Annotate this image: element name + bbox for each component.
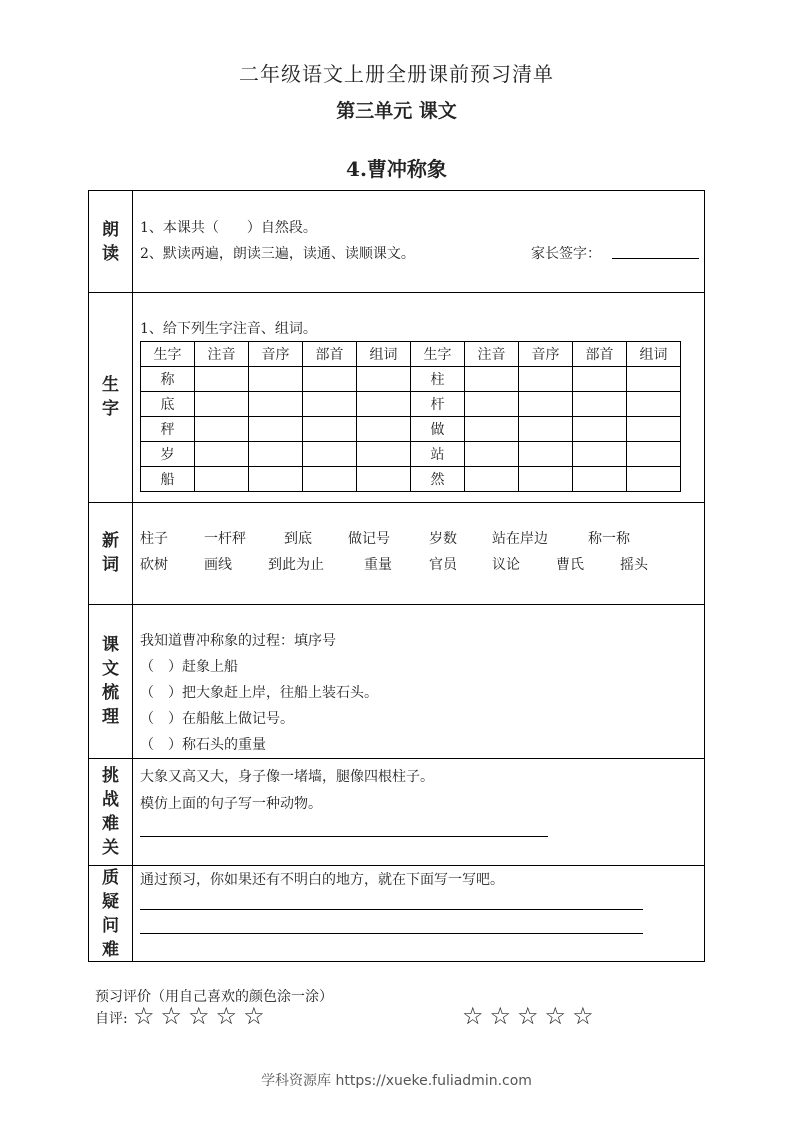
new-word: 柱子 [140,531,168,547]
reading-line-2: 2、默读两遍，朗读三遍，读通、读顺课文。 [140,246,415,262]
new-word: 站在岸边 [492,531,548,547]
signature-label: 家长签字： [531,246,601,262]
row-divider [89,865,704,866]
row-divider [89,292,704,293]
document-title: 二年级语文上册全册课前预习清单 [239,62,554,86]
section-label-characters: 生 字 [102,375,119,419]
new-word: 摇头 [620,557,648,573]
unit-title: 第三单元 课文 [336,100,457,122]
row-divider [89,502,704,503]
challenge-prompt: 模仿上面的句子写一种动物。 [140,796,322,812]
structure-item[interactable]: （ ）赶象上船 [140,659,238,675]
character-table [140,341,681,492]
questions-prompt: 通过预习，你如果还有不明白的地方，就在下面写一写吧。 [140,872,504,888]
table-header-row: 生字 注音 音序 部首 组词 生字 注音 音序 部首 组词 [141,342,681,367]
characters-instruction: 1、给下列生字注音、组词。 [140,321,317,337]
star-rating-right[interactable]: ☆☆☆☆☆ [462,1002,600,1030]
label-column-divider [132,191,133,961]
new-word: 一杆秤 [204,531,246,547]
section-label-reading: 朗 读 [102,219,119,264]
new-word: 画线 [204,557,232,573]
structure-item[interactable]: （ ）把大象赶上岸，往船上装石头。 [140,685,378,701]
answer-line[interactable] [140,933,643,934]
section-label-challenge: 挑 战 难 关 [102,765,119,858]
new-word: 重量 [364,557,392,573]
answer-line[interactable] [140,836,548,837]
evaluation-title: 预习评价（用自己喜欢的颜色涂一涂） [95,989,333,1005]
section-label-new-words: 新 词 [102,531,119,575]
table-row: 底 杆 [141,392,681,417]
self-evaluation-label: 自评: [95,1011,128,1027]
new-word: 砍树 [140,557,168,573]
row-divider [89,758,704,759]
new-word: 官员 [429,557,457,573]
structure-intro: 我知道曹冲称象的过程：填序号 [140,633,336,649]
star-rating-left[interactable]: ☆☆☆☆☆ [133,1002,271,1030]
table-row: 称 柱 [141,367,681,392]
answer-line[interactable] [140,909,643,910]
new-word: 称一称 [588,531,630,547]
section-label-questions: 质 疑 问 难 [102,868,119,960]
signature-field[interactable] [612,258,699,259]
structure-item[interactable]: （ ）称石头的重量 [140,737,266,753]
worksheet-table [88,190,705,962]
new-word: 曹氏 [556,557,584,573]
section-label-structure: 课 文 梳 理 [102,635,119,727]
footer-source: 学科资源库 https://xueke.fuliadmin.com [261,1073,532,1089]
table-row: 岁 站 [141,442,681,467]
new-word: 到底 [284,531,312,547]
row-divider [89,604,704,605]
new-word: 议论 [492,557,520,573]
table-row: 船 然 [141,467,681,492]
table-row: 秤 做 [141,417,681,442]
new-word: 做记号 [348,531,390,547]
new-word: 岁数 [429,531,457,547]
lesson-title: 4.曹冲称象 [346,157,447,181]
structure-item[interactable]: （ ）在船舷上做记号。 [140,711,294,727]
reading-line-1: 1、本课共（ ）自然段。 [140,220,317,236]
new-word: 到此为止 [268,557,324,573]
challenge-example: 大象又高又大，身子像一堵墙，腿像四根柱子。 [140,769,434,785]
